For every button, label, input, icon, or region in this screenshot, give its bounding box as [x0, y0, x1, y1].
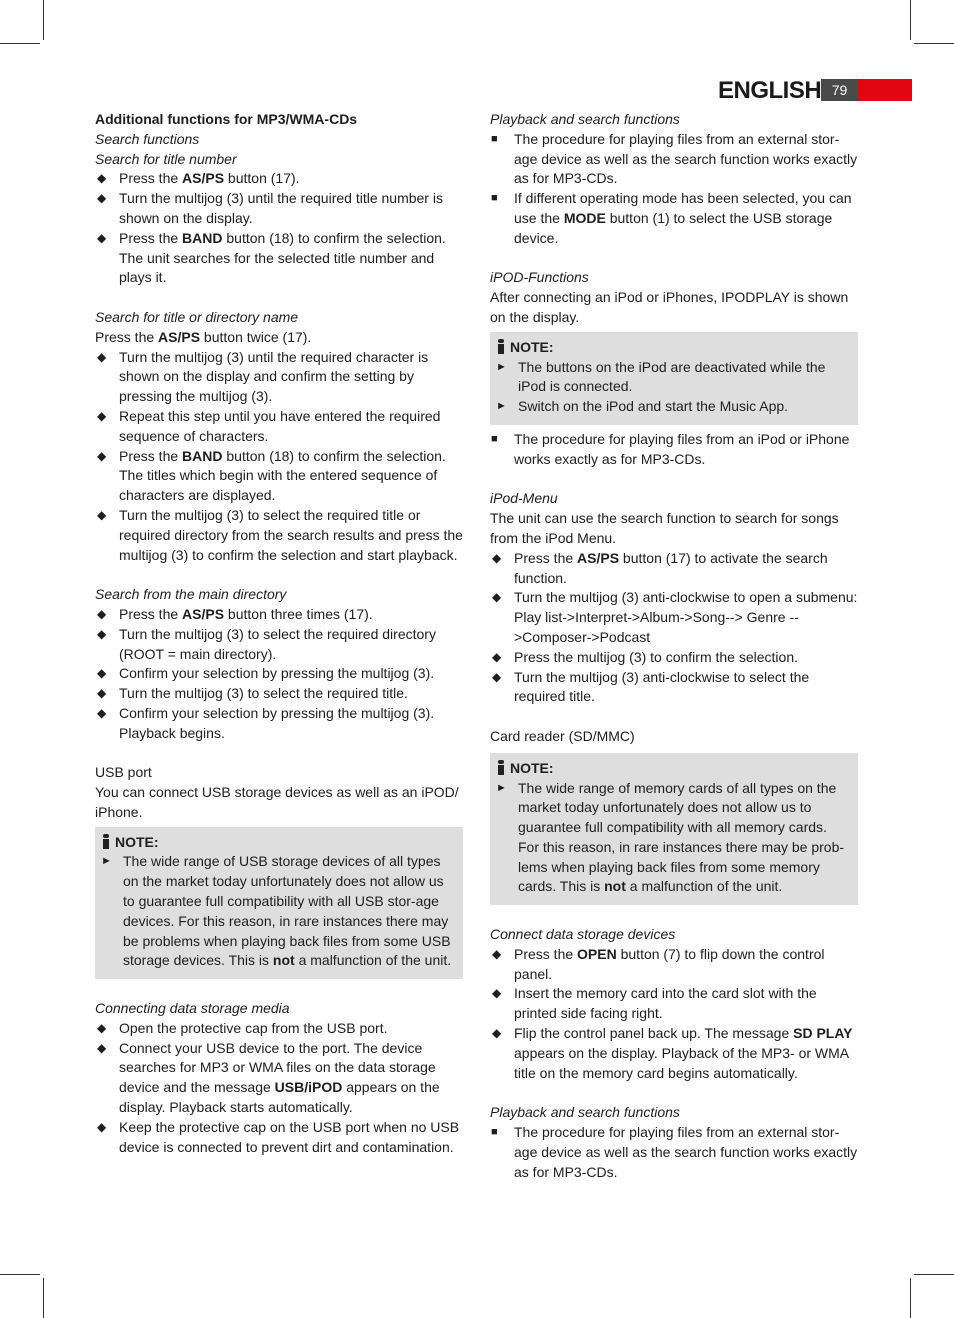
square-bullet-icon: ■ [491, 432, 498, 445]
section-title: USB port [95, 764, 152, 781]
list-item [95, 704, 463, 744]
list-item-text: Turn the multijog (3) anti-clockwise to open a submenu: Play list->Interpret->Album->Song--> Genre -->Composer->Podcast [514, 589, 858, 645]
square-bullet-icon: ■ [491, 192, 498, 205]
bullet-list [490, 1123, 858, 1182]
language-label: ENGLISH [718, 77, 822, 104]
list-item [494, 397, 850, 417]
section-title: Additional functions for MP3/WMA-CDs [95, 111, 358, 127]
diamond-bullet-icon: ◆ [97, 1020, 107, 1035]
list-item [95, 664, 463, 684]
paragraph: After connecting an iPod or iPhones, IPODPLAY is shown on the display. [490, 289, 849, 325]
bullet-list [490, 430, 858, 470]
diamond-bullet-icon: ◆ [97, 1119, 107, 1134]
list-item-text: Turn the multijog (3) anti-clockwise to select the required title. [514, 668, 810, 705]
list-item-text: Insert the memory card into the card slot with the printed side facing right. [514, 985, 817, 1022]
note-title: NOTE: [496, 338, 850, 358]
subsection-title: Connecting data storage media [95, 1000, 290, 1017]
crop-mark [914, 1274, 954, 1275]
subsection-title: Connect data storage devices [490, 926, 676, 943]
list-item-text: Connect your USB device to the port. The device searches for MP3 or WMA files on the data storage device and the message USB/iPOD appears on the display. Playback starts automatically. [119, 1039, 440, 1116]
square-bullet-icon: ■ [491, 132, 498, 145]
list-item [494, 358, 850, 398]
page-number-box [821, 79, 912, 101]
bullet-list [95, 1019, 463, 1158]
diamond-bullet-icon: ◆ [97, 408, 107, 423]
subsection-title: iPOD-Functions [490, 269, 589, 286]
list-item [490, 430, 858, 470]
note-box [490, 753, 858, 906]
list-item-text: Turn the multijog (3) to select the required directory (ROOT = main directory). [119, 625, 436, 662]
list-item [95, 407, 463, 447]
list-item-text: The wide range of memory cards of all types on the market today unfortunately does not allow us to guarantee full compatibility with all memory cards. For this reason, in rare instances there may be prob-lems when playing back files from some memory cards. This is not a malfunction of the unit. [518, 779, 845, 895]
note-list [99, 852, 455, 971]
list-item [490, 189, 858, 248]
list-item [490, 130, 858, 189]
diamond-bullet-icon: ◆ [492, 590, 502, 605]
subsection-title: Playback and search functions [490, 111, 680, 127]
diamond-bullet-icon: ◆ [97, 606, 107, 621]
info-icon [496, 339, 506, 354]
crop-mark [910, 1278, 911, 1318]
info-icon [496, 760, 506, 775]
list-item-text: Repeat this step until you have entered the required sequence of characters. [119, 407, 441, 444]
diamond-bullet-icon: ◆ [97, 1040, 107, 1055]
note-list [494, 779, 850, 898]
list-item-text: Flip the control panel back up. The message SD PLAY appears on the display. Playback of the MP3- or WMA title on the memory card begins automatically. [514, 1025, 853, 1081]
list-item-text: Press the AS/PS button three times (17). [119, 605, 373, 622]
list-item [95, 1039, 463, 1118]
bullet-list [95, 169, 463, 288]
list-item [490, 588, 858, 647]
crop-mark [43, 0, 44, 40]
list-item [95, 447, 463, 506]
subsection-title: Playback and search functions [490, 1104, 680, 1121]
diamond-bullet-icon: ◆ [492, 986, 502, 1001]
diamond-bullet-icon: ◆ [97, 191, 107, 206]
list-item [490, 648, 858, 668]
arrow-bullet-icon: ► [101, 855, 112, 868]
list-item [490, 1123, 858, 1182]
list-item [95, 625, 463, 665]
paragraph: Press the AS/PS button twice (17). [95, 328, 312, 345]
diamond-bullet-icon: ◆ [492, 669, 502, 684]
arrow-bullet-icon: ► [496, 360, 507, 373]
arrow-bullet-icon: ► [496, 781, 507, 794]
subsection-title: Search for title number [95, 150, 237, 167]
crop-mark [0, 1274, 40, 1275]
list-item-text: If different operating mode has been selected, you can use the MODE button (1) to select the USB storage device. [514, 190, 852, 246]
bullet-list [490, 945, 858, 1084]
list-item-text: Press the OPEN button (7) to flip down the control panel. [514, 945, 825, 982]
list-item [95, 169, 463, 189]
diamond-bullet-icon: ◆ [97, 171, 107, 186]
list-item-text: Open the protective cap from the USB port. [119, 1019, 388, 1036]
list-item [95, 1019, 463, 1039]
list-item [490, 984, 858, 1024]
bullet-list [490, 130, 858, 249]
diamond-bullet-icon: ◆ [97, 705, 107, 720]
diamond-bullet-icon: ◆ [97, 448, 107, 463]
list-item [95, 189, 463, 229]
subsection-title: Search for title or directory name [95, 308, 299, 325]
subsection-title: Search functions [95, 130, 200, 147]
info-icon [101, 834, 111, 849]
crop-mark [43, 1278, 44, 1318]
list-item-text: Keep the protective cap on the USB port when no USB device is connected to prevent dirt and contamination. [119, 1118, 460, 1155]
diamond-bullet-icon: ◆ [97, 666, 107, 681]
list-item-text: Turn the multijog (3) to select the required title or required directory from the search results and press the multijog (3) to confirm the selection and start playback. [119, 506, 463, 563]
list-item [490, 668, 858, 708]
note-box [490, 332, 858, 425]
list-item-text: Switch on the iPod and start the Music App. [518, 398, 789, 415]
bullet-list [490, 549, 858, 707]
section-title: Card reader (SD/MMC) [490, 727, 635, 744]
left-column [95, 110, 463, 1157]
list-item-text: The procedure for playing files from an external stor-age device as well as the search function works exactly as for MP3-CDs. [514, 1124, 858, 1180]
note-title: NOTE: [496, 759, 850, 779]
diamond-bullet-icon: ◆ [97, 230, 107, 245]
list-item-text: Press the BAND button (18) to confirm the selection. The titles which begin with the entered sequence of characters are displayed. [119, 447, 446, 504]
list-item [490, 549, 858, 589]
note-title: NOTE: [101, 833, 455, 853]
list-item-text: The procedure for playing files from an iPod or iPhone works exactly as for MP3-CDs. [514, 430, 850, 467]
list-item-text: Turn the multijog (3) until the required title number is shown on the display. [119, 190, 443, 226]
diamond-bullet-icon: ◆ [492, 649, 502, 664]
subsection-title: Search from the main directory [95, 586, 287, 603]
list-item [494, 779, 850, 898]
list-item [95, 506, 463, 565]
list-item [95, 348, 463, 407]
list-item-text: Confirm your selection by pressing the multijog (3). [119, 665, 435, 682]
crop-mark [910, 0, 911, 40]
page-header [700, 79, 912, 103]
diamond-bullet-icon: ◆ [97, 686, 107, 701]
list-item [99, 852, 455, 971]
list-item [490, 1024, 858, 1083]
subsection-title: iPod-Menu [490, 490, 558, 507]
list-item [95, 605, 463, 625]
bullet-list [95, 348, 463, 566]
list-item-text: Press the multijog (3) to confirm the selection. [514, 648, 799, 665]
square-bullet-icon: ■ [491, 1126, 498, 1139]
diamond-bullet-icon: ◆ [97, 507, 107, 522]
list-item-text: Press the AS/PS button (17) to activate the search function. [514, 549, 828, 586]
right-column [490, 110, 858, 1182]
list-item-text: The buttons on the iPod are deactivated while the iPod is connected. [518, 358, 826, 395]
diamond-bullet-icon: ◆ [492, 946, 502, 961]
bullet-list [95, 605, 463, 744]
list-item-text: The wide range of USB storage devices of all types on the market today unfortunately does not allow us to guarantee full compatibility with all USB stor-age devices. For this reason, in rare instances there may be problems when playing back files from some USB storage devices. This is not a malfunction of the unit. [123, 853, 452, 969]
diamond-bullet-icon: ◆ [492, 550, 502, 565]
list-item [95, 684, 463, 704]
crop-mark [914, 43, 954, 44]
paragraph: The unit can use the search function to search for songs from the iPod Menu. [490, 510, 839, 546]
arrow-bullet-icon: ► [496, 400, 507, 413]
diamond-bullet-icon: ◆ [97, 349, 107, 364]
crop-mark [0, 43, 40, 44]
list-item [95, 1118, 463, 1158]
diamond-bullet-icon: ◆ [97, 626, 107, 641]
list-item-text: Confirm your selection by pressing the multijog (3). Playback begins. [119, 704, 435, 741]
list-item [95, 229, 463, 288]
list-item-text: The procedure for playing files from an external stor-age device as well as the search function works exactly as for MP3-CDs. [514, 130, 858, 187]
list-item-text: Press the AS/PS button (17). [119, 170, 300, 187]
note-box [95, 827, 463, 980]
list-item [490, 945, 858, 985]
list-item-text: Turn the multijog (3) until the required character is shown on the display and confirm the setting by pressing the multijog (3). [119, 348, 429, 405]
note-list [494, 358, 850, 417]
list-item-text: Turn the multijog (3) to select the required title. [119, 685, 408, 702]
list-item-text: Press the BAND button (18) to confirm the selection. The unit searches for the selected title number and plays it. [119, 229, 446, 286]
paragraph: You can connect USB storage devices as well as an iPOD/ iPhone. [95, 784, 459, 820]
page-number: 79 [821, 79, 858, 101]
diamond-bullet-icon: ◆ [492, 1026, 502, 1041]
